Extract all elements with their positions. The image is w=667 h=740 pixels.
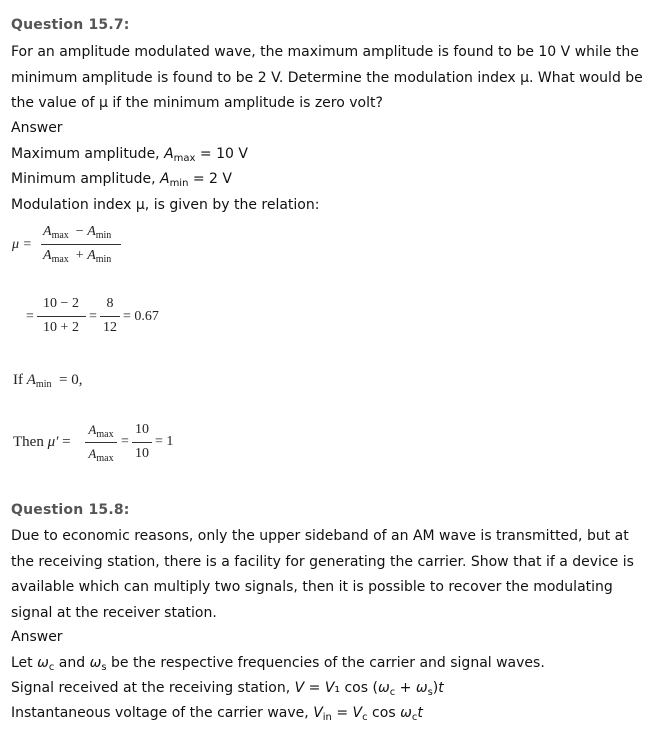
eq4-result: = 1: [155, 434, 174, 449]
answer-label-2: Answer: [11, 629, 63, 645]
eq4-num: $A_{max}$: [88, 422, 114, 440]
question-15-7-title: Question 15.7:: [11, 17, 130, 33]
eq2-den1: 10 + 2: [43, 320, 79, 335]
eq1-fraction-bar: [41, 244, 121, 245]
eq2-bar2: [100, 316, 120, 317]
eq1-numerator: $A_{max} - A_{min}$: [43, 224, 112, 241]
eq4-bar1: [85, 442, 117, 443]
carrier-voltage-line: Instantaneous voltage of the carrier wave, $V_{in} = V_c$ $\cos \omega_ct$: [11, 705, 423, 723]
eq2-den2: 12: [103, 320, 117, 335]
mu-lhs: μ =: [12, 237, 32, 252]
question-15-7-text: For an amplitude modulated wave, the maximum amplitude is found to be 10 V while the minimum amplitude is found to be 2 V. Determine the modulation index μ. What would be the value of μ if the minimum amplitude is zero volt?: [11, 44, 643, 111]
relation-text: Modulation index μ, is given by the relation:: [11, 197, 320, 213]
min-amplitude-label: Minimum amplitude,: [11, 171, 160, 187]
frequencies-line: Let $\omega_c$ and $\omega_s$ be the respective frequencies of the carrier and signal waves.: [11, 655, 545, 673]
min-amplitude-line: Minimum amplitude, $A_{min} = 2$ V: [11, 171, 232, 189]
eq4-num2: 10: [135, 422, 149, 437]
min-amplitude-value: = 2 V: [188, 171, 232, 187]
eq4-bar2: [132, 442, 152, 443]
eq2-bar1: [37, 316, 86, 317]
eq2-mid-equals: =: [89, 309, 97, 324]
eq3-line: If $A_{min} = 0$,: [13, 372, 83, 390]
max-amplitude-line: Maximum amplitude, $A_{max} = 10$ V: [11, 146, 248, 164]
max-amplitude-label: Maximum amplitude,: [11, 146, 165, 162]
eq2-result: = 0.67: [123, 309, 159, 324]
max-amplitude-value: = 10 V: [195, 146, 248, 162]
eq4-den2: 10: [135, 446, 149, 461]
eq2-equals: =: [26, 309, 34, 324]
signal-received-line: Signal received at the receiving station, V = V₁ $\cos (\omega_c + \omega_s)t$: [11, 680, 444, 698]
eq2-num2: 8: [106, 296, 114, 311]
eq4-then: Then μ′ =: [13, 434, 71, 450]
eq4-mid-equals: =: [121, 434, 129, 449]
eq2-num1: 10 − 2: [43, 296, 79, 311]
question-15-8-title: Question 15.8:: [11, 502, 130, 518]
answer-label: Answer: [11, 120, 63, 136]
eq4-den: $A_{max}$: [88, 446, 114, 464]
question-15-8-text: Due to economic reasons, only the upper sideband of an AM wave is transmitted, but at the receiving station, there is a facility for generating the carrier. Show that if a device is available which can multiply two signals, then it is possible to recover the modulating signal at the receiver station.: [11, 528, 634, 621]
eq1-denominator: $A_{max} + A_{min}$: [43, 248, 112, 265]
